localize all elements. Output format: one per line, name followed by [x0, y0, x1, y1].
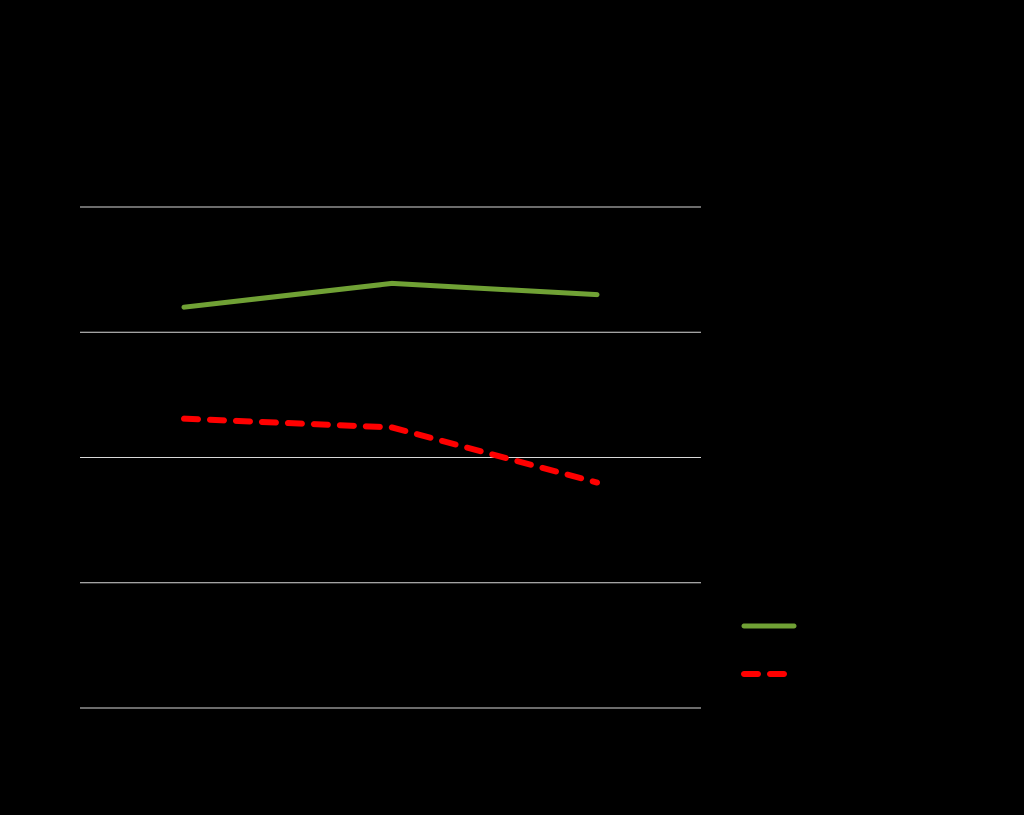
- y-tick-label: 4: [59, 197, 70, 217]
- series-line-1: [184, 283, 597, 307]
- y-tick-label: 1: [59, 572, 70, 593]
- y-tick-label: 2: [59, 447, 70, 468]
- y-axis-ticks: [60, 197, 70, 718]
- y-tick-label: 3: [59, 322, 70, 343]
- y-tick-label: 0: [59, 698, 70, 718]
- legend: [744, 626, 794, 674]
- series-lines: [184, 283, 597, 482]
- series-line-2: [184, 419, 597, 483]
